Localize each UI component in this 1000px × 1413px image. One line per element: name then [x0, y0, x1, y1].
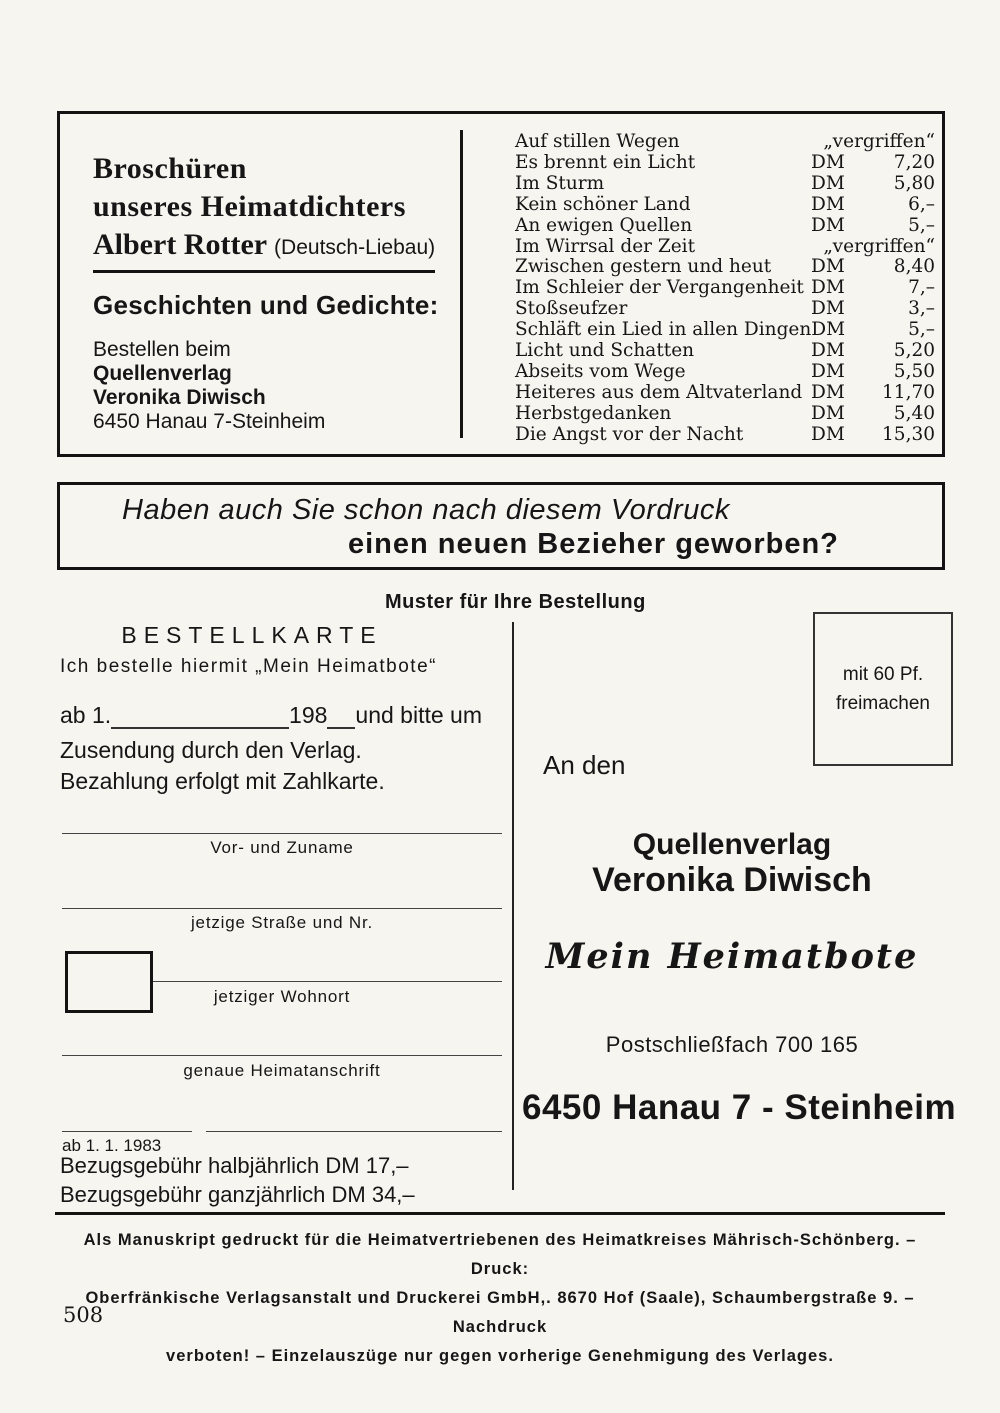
book-title: Herbstgedanken [515, 402, 672, 424]
book-price: 3,– [908, 298, 935, 320]
book-title: Im Wirrsal der Zeit [515, 235, 696, 257]
catalog-author: Albert Rotter [93, 228, 267, 261]
form-line-signature-right [206, 1131, 502, 1132]
catalog-list [515, 132, 935, 446]
book-currency: DM [811, 256, 845, 278]
stamp-line2: freimachen [836, 693, 930, 714]
footer-rule [55, 1212, 945, 1215]
book-price: 5,50 [893, 360, 935, 382]
book-row [515, 383, 935, 404]
book-title: Schläft ein Lied in allen Dingen [515, 319, 812, 341]
book-currency: DM [811, 402, 845, 424]
footer-line1: Als Manuskript gedruckt für die Heimatvertriebenen des Heimatkreises Mährisch-Schönberg. – Druck: [83, 1231, 917, 1278]
book-currency: DM [811, 214, 845, 236]
book-row [515, 299, 935, 320]
book-price-cell [811, 341, 935, 362]
order-date-year: 198 [289, 702, 328, 728]
book-title: Im Sturm [515, 172, 605, 194]
slogan-box [57, 482, 945, 570]
book-row [515, 237, 935, 258]
book-row [515, 362, 935, 383]
book-row [515, 257, 935, 278]
book-row [515, 174, 935, 195]
book-title: Auf stillen Wegen [515, 131, 680, 152]
order-date-blank [111, 704, 289, 729]
catalog-genre: Geschichten und Gedichte: [93, 290, 439, 320]
book-row [515, 132, 935, 153]
form-line-home-address [62, 1055, 502, 1056]
book-currency: DM [811, 340, 845, 362]
form-line-street [62, 908, 502, 909]
book-row [515, 278, 935, 299]
catalog-title-line2: unseres Heimatdichters [93, 190, 406, 223]
book-currency: DM [811, 193, 845, 215]
order-vertical-divider [512, 622, 514, 1190]
book-price-cell [811, 237, 935, 258]
stamp-line1: mit 60 Pf. [842, 664, 924, 685]
book-price: 5,20 [893, 340, 935, 362]
book-row [515, 404, 935, 425]
book-price-cell [811, 425, 935, 446]
order-year-blank [327, 704, 355, 729]
order-date-prefix: ab 1. [60, 702, 112, 728]
book-price-cell [811, 362, 935, 383]
book-row [515, 216, 935, 237]
address-publisher: Quellenverlag [632, 828, 832, 861]
book-currency: DM [811, 423, 845, 445]
book-price: 7,20 [893, 151, 935, 173]
slogan-line1: Haben auch Sie schon nach diesem Vordruck [122, 494, 730, 526]
book-price-cell [811, 383, 935, 404]
catalog-box [57, 111, 945, 457]
book-price: 5,80 [893, 172, 935, 194]
order-delivery-line2: Bezahlung erfolgt mit Zahlkarte. [60, 768, 385, 794]
book-title: Stoßseufzer [515, 298, 628, 320]
catalog-author-origin: (Deutsch-Liebau) [274, 236, 436, 259]
book-title: Die Angst vor der Nacht [515, 423, 744, 445]
form-line-signature-left [62, 1131, 192, 1132]
order-delivery-line1: Zusendung durch den Verlag. [60, 737, 362, 763]
footer-imprint [70, 1226, 930, 1371]
book-row [515, 320, 935, 341]
catalog-publisher-city: 6450 Hanau 7-Steinheim [93, 410, 326, 433]
order-card-intro: Ich bestelle hiermit „Mein Heimatbote“ [60, 656, 437, 677]
book-currency: DM [811, 360, 845, 382]
address-po-box: Postschließfach 700 165 [605, 1032, 859, 1057]
book-price: 7,– [908, 277, 935, 299]
book-title: Es brennt ein Licht [515, 151, 696, 173]
book-price: 15,30 [882, 423, 935, 445]
address-magazine-logo: Mein Heimatbote [545, 936, 919, 977]
book-title: Kein schöner Land [515, 193, 691, 215]
order-heading: Muster für Ihre Bestellung [385, 591, 646, 613]
form-line-name [62, 833, 502, 834]
book-row [515, 341, 935, 362]
book-price: „vergriffen“ [823, 131, 935, 152]
book-price: 5,– [908, 319, 935, 341]
stamp-box [813, 612, 953, 766]
book-title: Abseits vom Wege [515, 360, 686, 382]
catalog-left-column [93, 150, 453, 434]
book-title: Zwischen gestern und heut [515, 256, 772, 278]
book-price: „vergriffen“ [823, 235, 935, 257]
book-price-cell [811, 299, 935, 320]
book-price-cell [811, 132, 935, 153]
book-price-cell [811, 174, 935, 195]
book-price-cell [811, 195, 935, 216]
catalog-publisher: Quellenverlag [93, 362, 232, 385]
book-title: An ewigen Quellen [515, 214, 693, 236]
form-label-name: Vor- und Zuname [210, 838, 354, 857]
form-label-street: jetzige Straße und Nr. [190, 913, 373, 932]
book-price-cell [811, 320, 935, 341]
book-currency: DM [811, 172, 845, 194]
fee-full-year: Bezugsgebühr ganzjährlich DM 34,– [60, 1182, 415, 1207]
order-date-line [60, 702, 482, 729]
form-line-town [153, 981, 502, 982]
catalog-author-line [93, 226, 435, 273]
book-title: Im Schleier der Vergangenheit [515, 277, 804, 299]
book-price: 6,– [908, 193, 935, 215]
page-number: 508 [63, 1303, 104, 1327]
book-price: 5,40 [893, 402, 935, 424]
book-price-cell [811, 404, 935, 425]
book-price-cell [811, 257, 935, 278]
book-price-cell [811, 278, 935, 299]
book-price-cell [811, 153, 935, 174]
book-currency: DM [811, 298, 845, 320]
catalog-vertical-divider [460, 130, 463, 438]
footer-line3: verboten! – Einzelauszüge nur gegen vorherige Genehmigung des Verlages. [166, 1347, 834, 1365]
book-currency: DM [811, 319, 846, 341]
book-title: Heiteres aus dem Altvaterland [515, 381, 803, 403]
book-price-cell [811, 216, 935, 237]
book-title: Licht und Schatten [515, 340, 695, 362]
book-price: 11,70 [882, 381, 935, 403]
address-an-den: An den [543, 750, 626, 780]
book-row [515, 425, 935, 446]
order-date-suffix: und bitte um [355, 702, 482, 728]
book-row [515, 195, 935, 216]
catalog-order-note: Bestellen beim [93, 338, 231, 361]
catalog-publisher-name: Veronika Diwisch [93, 386, 266, 409]
fees-valid-from: ab 1. 1. 1983 [62, 1136, 162, 1155]
order-card-title: BESTELLKARTE [121, 622, 383, 648]
book-price: 8,40 [893, 256, 935, 278]
form-label-home-address: genaue Heimatanschrift [183, 1061, 381, 1080]
slogan-line2: einen neuen Bezieher geworben? [348, 528, 839, 560]
catalog-title-line1: Broschüren [93, 152, 247, 185]
fee-half-year: Bezugsgebühr halbjährlich DM 17,– [60, 1153, 409, 1178]
book-currency: DM [811, 151, 845, 173]
address-name: Veronika Diwisch [592, 861, 872, 899]
book-currency: DM [811, 381, 845, 403]
address-city: 6450 Hanau 7 - Steinheim [522, 1088, 957, 1127]
book-row [515, 153, 935, 174]
book-currency: DM [811, 277, 845, 299]
book-price: 5,– [908, 214, 935, 236]
form-label-town: jetziger Wohnort [213, 987, 351, 1006]
footer-line2: Oberfränkische Verlagsanstalt und Druckerei GmbH,. 8670 Hof (Saale), Schaumbergstraße 9. – Nachdruck [85, 1289, 915, 1336]
